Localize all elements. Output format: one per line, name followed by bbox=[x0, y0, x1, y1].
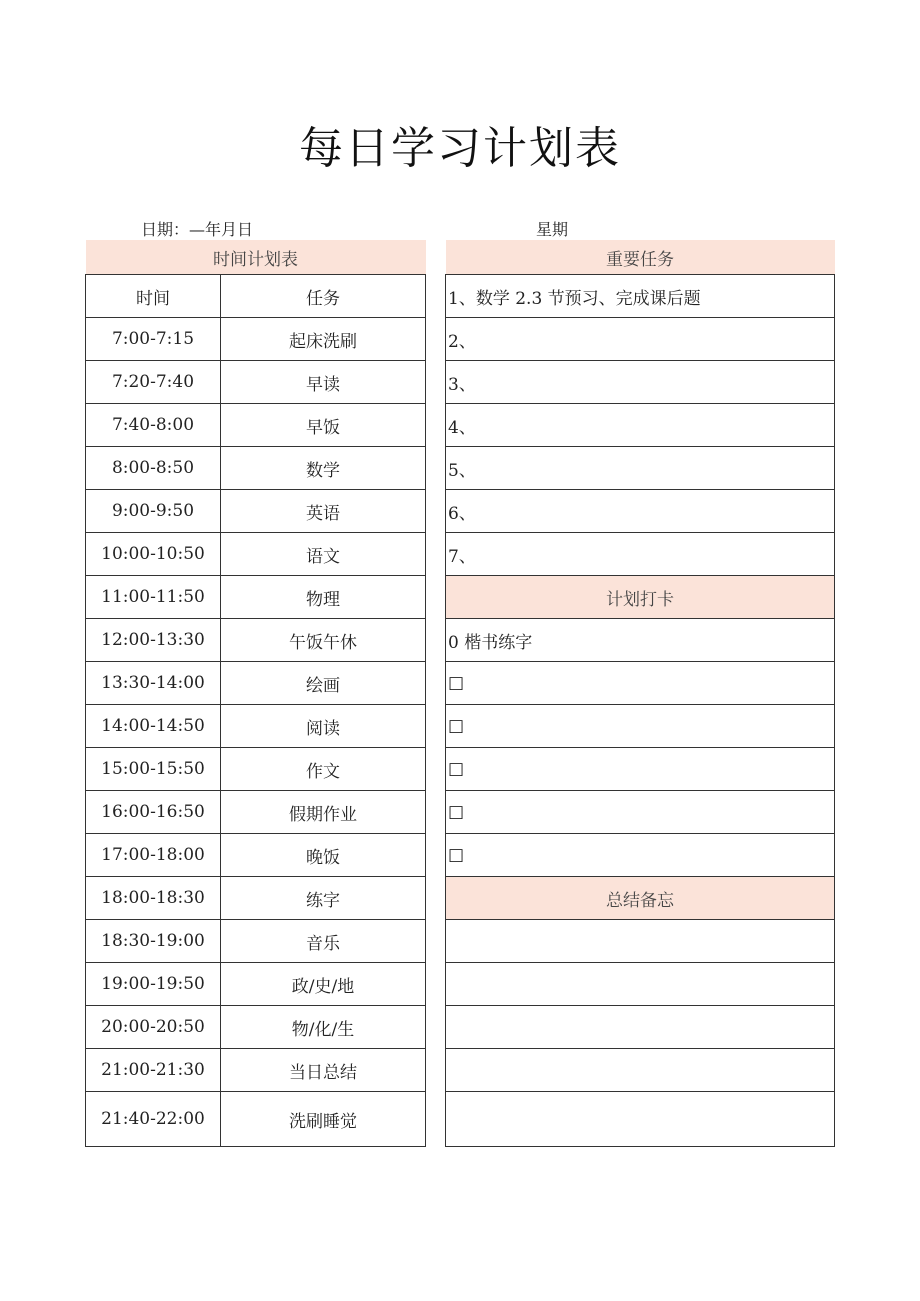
important-task-item[interactable]: 2、 bbox=[446, 318, 835, 361]
task-cell: 练字 bbox=[221, 877, 426, 920]
task-cell: 假期作业 bbox=[221, 791, 426, 834]
time-cell: 18:00-18:30 bbox=[86, 877, 221, 920]
task-cell: 物理 bbox=[221, 576, 426, 619]
task-cell: 作文 bbox=[221, 748, 426, 791]
time-cell: 13:30-14:00 bbox=[86, 662, 221, 705]
schedule-header: 时间计划表 bbox=[86, 240, 426, 275]
time-cell: 21:40-22:00 bbox=[86, 1092, 221, 1147]
checkbox[interactable]: □ bbox=[446, 705, 835, 748]
time-cell: 18:30-19:00 bbox=[86, 920, 221, 963]
summary-header: 总结备忘 bbox=[446, 877, 835, 920]
time-cell: 8:00-8:50 bbox=[86, 447, 221, 490]
time-cell: 7:40-8:00 bbox=[86, 404, 221, 447]
task-cell: 政/史/地 bbox=[221, 963, 426, 1006]
task-cell: 数学 bbox=[221, 447, 426, 490]
time-cell: 14:00-14:50 bbox=[86, 705, 221, 748]
time-cell: 11:00-11:50 bbox=[86, 576, 221, 619]
summary-row[interactable] bbox=[446, 1049, 835, 1092]
time-cell: 16:00-16:50 bbox=[86, 791, 221, 834]
date-label: 日期：—年月日 bbox=[141, 220, 254, 239]
important-task-item[interactable]: 4、 bbox=[446, 404, 835, 447]
summary-row[interactable] bbox=[446, 920, 835, 963]
checkin-item[interactable]: 0 楷书练字 bbox=[446, 619, 835, 662]
col-time-header: 时间 bbox=[86, 275, 221, 318]
weekday-label: 星期 bbox=[536, 220, 569, 239]
time-cell: 17:00-18:00 bbox=[86, 834, 221, 877]
task-cell: 早读 bbox=[221, 361, 426, 404]
time-cell: 7:00-7:15 bbox=[86, 318, 221, 361]
time-cell: 20:00-20:50 bbox=[86, 1006, 221, 1049]
page-title: 每日学习计划表 bbox=[299, 123, 621, 174]
important-task-item[interactable]: 3、 bbox=[446, 361, 835, 404]
checkbox[interactable]: □ bbox=[446, 662, 835, 705]
side-table bbox=[445, 240, 835, 1147]
important-task-item[interactable]: 6、 bbox=[446, 490, 835, 533]
checkbox[interactable]: □ bbox=[446, 834, 835, 877]
task-cell: 早饭 bbox=[221, 404, 426, 447]
schedule-table bbox=[85, 240, 426, 1147]
time-cell: 15:00-15:50 bbox=[86, 748, 221, 791]
task-cell: 洗刷睡觉 bbox=[221, 1092, 426, 1147]
checkin-header: 计划打卡 bbox=[446, 576, 835, 619]
task-cell: 起床洗刷 bbox=[221, 318, 426, 361]
task-cell: 物/化/生 bbox=[221, 1006, 426, 1049]
task-cell: 语文 bbox=[221, 533, 426, 576]
task-cell: 当日总结 bbox=[221, 1049, 426, 1092]
summary-row[interactable] bbox=[446, 1092, 835, 1147]
task-cell: 午饭午休 bbox=[221, 619, 426, 662]
time-cell: 9:00-9:50 bbox=[86, 490, 221, 533]
important-task-item[interactable]: 5、 bbox=[446, 447, 835, 490]
time-cell: 10:00-10:50 bbox=[86, 533, 221, 576]
col-task-header: 任务 bbox=[221, 275, 426, 318]
time-cell: 7:20-7:40 bbox=[86, 361, 221, 404]
task-cell: 阅读 bbox=[221, 705, 426, 748]
summary-row[interactable] bbox=[446, 1006, 835, 1049]
time-cell: 21:00-21:30 bbox=[86, 1049, 221, 1092]
checkbox[interactable]: □ bbox=[446, 748, 835, 791]
time-cell: 19:00-19:50 bbox=[86, 963, 221, 1006]
important-task-item[interactable]: 7、 bbox=[446, 533, 835, 576]
task-cell: 音乐 bbox=[221, 920, 426, 963]
summary-row[interactable] bbox=[446, 963, 835, 1006]
checkbox[interactable]: □ bbox=[446, 791, 835, 834]
task-cell: 晚饭 bbox=[221, 834, 426, 877]
task-cell: 绘画 bbox=[221, 662, 426, 705]
important-tasks-header: 重要任务 bbox=[446, 240, 835, 275]
task-cell: 英语 bbox=[221, 490, 426, 533]
important-task-item[interactable]: 1、数学 2.3 节预习、完成课后题 bbox=[446, 275, 835, 318]
time-cell: 12:00-13:30 bbox=[86, 619, 221, 662]
